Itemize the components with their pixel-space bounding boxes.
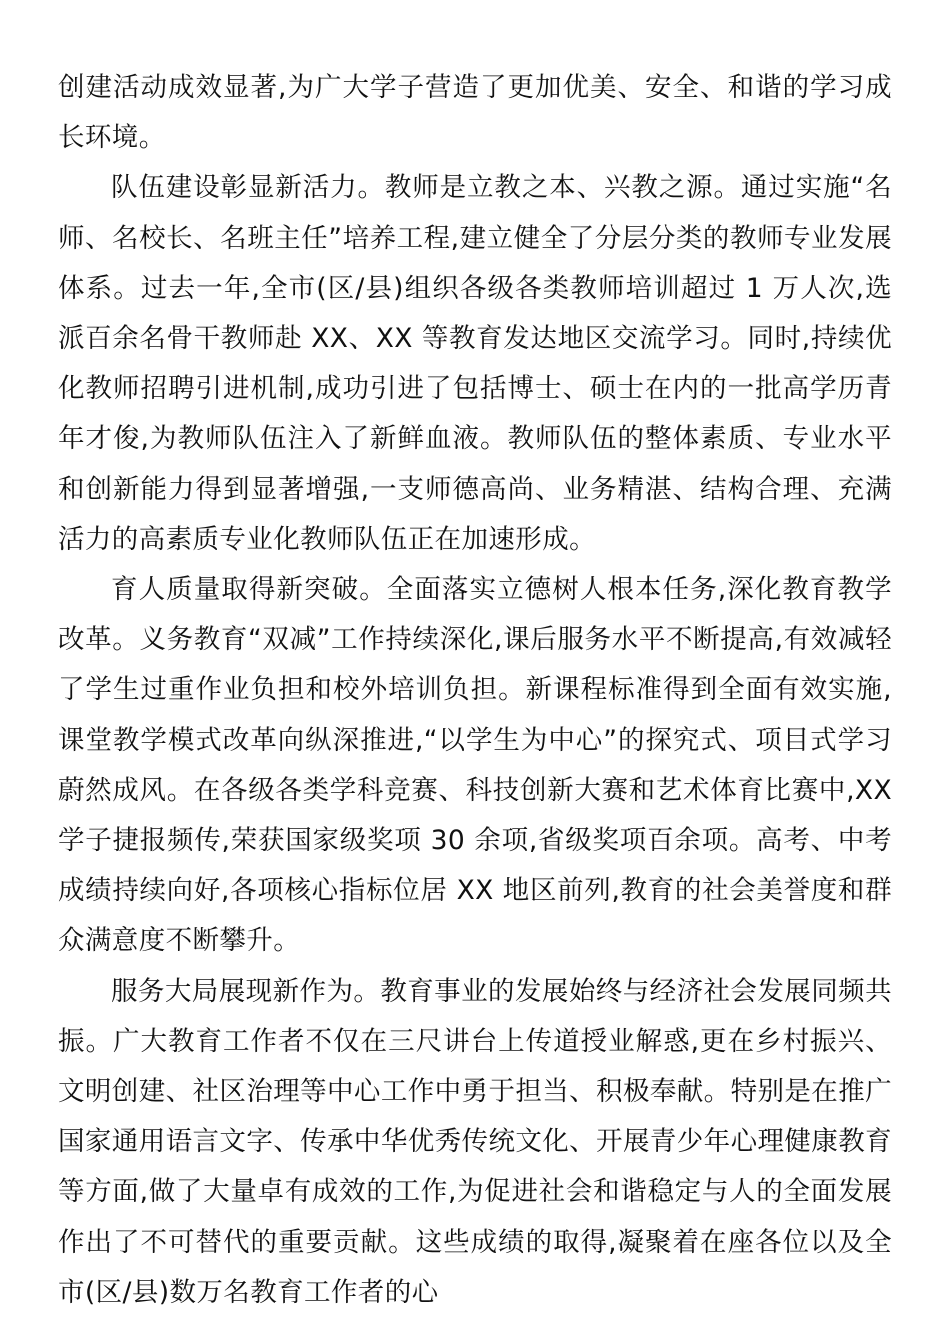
paragraph-1-continuation: 创建活动成效显著,为广大学子营造了更加优美、安全、和谐的学习成长环境。: [58, 72, 892, 154]
paragraph-education-quality: 育人质量取得新突破。全面落实立德树人根本任务,深化教育教学改革。义务教育“双减”工作持续深化,课后服务水平不断提高,有效减轻了学生过重作业负担和校外培训负担。新课程标准得到全面有效实施,课堂教学模式改革向纵深推进,“以学生为中心”的探究式、项目式学习蔚然成风。在各级各类学科竞赛、科技创新大赛和艺术体育比赛中,XX 学子捷报频传,荣获国家级奖项 30 余项,省级奖项百余项。高考、中考成绩持续向好,各项核心指标位居 XX 地区前列,教育的社会美誉度和群众满意度不断攀升。: [58, 574, 892, 957]
document-body: [58, 63, 892, 1318]
paragraph-serving-overall: 服务大局展现新作为。教育事业的发展始终与经济社会发展同频共振。广大教育工作者不仅在三尺讲台上传道授业解惑,更在乡村振兴、文明创建、社区治理等中心工作中勇于担当、积极奉献。特别是在推广国家通用语言文字、传承中华优秀传统文化、开展青少年心理健康教育等方面,做了大量卓有成效的工作,为促进社会和谐稳定与人的全面发展作出了不可替代的重要贡献。这些成绩的取得,凝聚着在座各位以及全市(区/县)数万名教育工作者的心: [58, 975, 892, 1308]
paragraph-teacher-team: 队伍建设彰显新活力。教师是立教之本、兴教之源。通过实施“名师、名校长、名班主任”培养工程,建立健全了分层分类的教师专业发展体系。过去一年,全市(区/县)组织各级各类教师培训超过 1 万人次,选派百余名骨干教师赴 XX、XX 等教育发达地区交流学习。同时,持续优化教师招聘引进机制,成功引进了包括博士、硕士在内的一批高学历青年才俊,为教师队伍注入了新鲜血液。教师队伍的整体素质、专业水平和创新能力得到显著增强,一支师德高尚、业务精湛、结构合理、充满活力的高素质专业化教师队伍正在加速形成。: [58, 172, 892, 555]
